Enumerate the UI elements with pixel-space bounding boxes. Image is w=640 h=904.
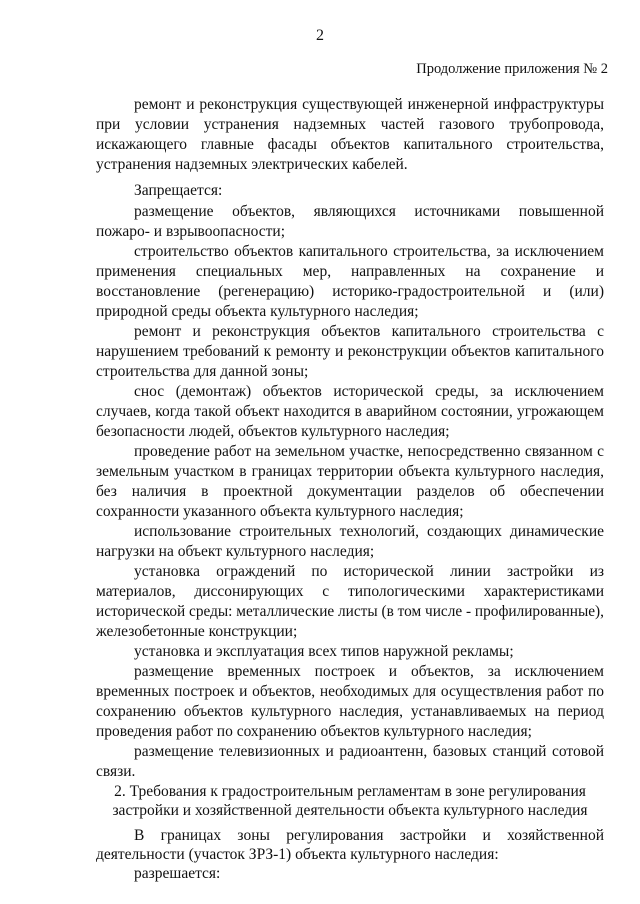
body-line: деятельности (участок ЗРЗ-1) объекта культурного наследия: bbox=[96, 846, 499, 863]
body-line: восстановление (регенерацию) историко-градостроительной и (или) bbox=[96, 283, 604, 300]
body-line: случаев, когда такой объект находится в аварийном состоянии, угрожающем bbox=[96, 403, 604, 420]
body-line: применения специальных мер, направленных на сохранение и bbox=[96, 263, 604, 280]
body-line: использование строительных технологий, создающих динамические bbox=[134, 523, 604, 540]
body-line: связи. bbox=[96, 763, 136, 780]
body-line: установка и эксплуатация всех типов наружной рекламы; bbox=[134, 643, 514, 660]
appendix-note: Продолжение приложения № 2 bbox=[416, 61, 608, 77]
body-line: сохранности указанного объекта культурного наследия; bbox=[96, 503, 464, 520]
body-line: размещение объектов, являющихся источниками повышенной bbox=[134, 203, 604, 220]
body-line: В границах зоны регулирования застройки и хозяйственной bbox=[134, 827, 604, 844]
body-line: нагрузки на объект культурного наследия; bbox=[96, 543, 375, 560]
page-number: 2 bbox=[316, 27, 324, 44]
body-line: ремонт и реконструкция объектов капитального строительства с bbox=[134, 323, 604, 340]
body-line: безопасности людей, объектов культурного наследия; bbox=[96, 423, 450, 440]
body-line: устранения надземных электрических кабелей. bbox=[96, 156, 408, 173]
body-line: пожаро- и взрывоопасности; bbox=[96, 223, 286, 240]
body-line: проведение работ на земельном участке, непосредственно связанном с bbox=[134, 443, 604, 460]
body-line: исторической среды: металлические листы (в том числе - профилированные), bbox=[96, 603, 604, 620]
body-line: земельным участком в границах территории объекта культурного наследия, bbox=[96, 463, 604, 480]
body-line: временных построек и объектов, необходимых для осуществления работ по bbox=[96, 683, 604, 700]
body-line: установка ограждений по исторической линии застройки из bbox=[134, 563, 604, 580]
body-line: искажающего главные фасады объектов капитального строительства, bbox=[96, 136, 604, 153]
section-label: Запрещается: bbox=[134, 182, 223, 199]
body-line: строительство объектов капитального строительства, за исключением bbox=[134, 243, 604, 260]
body-line: строительства для данной зоны; bbox=[96, 363, 309, 380]
body-line: размещение телевизионных и радиоантенн, базовых станций сотовой bbox=[134, 743, 604, 760]
body-line: снос (демонтаж) объектов исторической среды, за исключением bbox=[134, 383, 604, 400]
body-line: железобетонные конструкции; bbox=[96, 623, 298, 640]
body-line: размещение временных построек и объектов, за исключением bbox=[134, 663, 604, 680]
body-line: природной среды объекта культурного наследия; bbox=[96, 303, 419, 320]
body-line: без наличия в проектной документации разделов об обеспечении bbox=[96, 483, 604, 500]
body-line: материалов, диссонирующих с типологическими характеристиками bbox=[96, 583, 604, 600]
section-heading: застройки и хозяйственной деятельности объекта культурного наследия bbox=[112, 802, 588, 819]
body-line: ремонт и реконструкция существующей инженерной инфраструктуры bbox=[134, 96, 604, 113]
body-line: разрешается: bbox=[134, 865, 221, 882]
body-line: нарушением требований к ремонту и реконструкции объектов капитального bbox=[96, 343, 604, 360]
body-line: при условии устранения надземных частей газового трубопровода, bbox=[96, 116, 604, 133]
body-line: сохранению объектов культурного наследия, устанавливаемых на период bbox=[96, 703, 604, 720]
body-line: проведения работ по сохранению объектов культурного наследия; bbox=[96, 723, 532, 740]
section-heading: 2. Требования к градостроительным регламентам в зоне регулирования bbox=[114, 783, 586, 800]
